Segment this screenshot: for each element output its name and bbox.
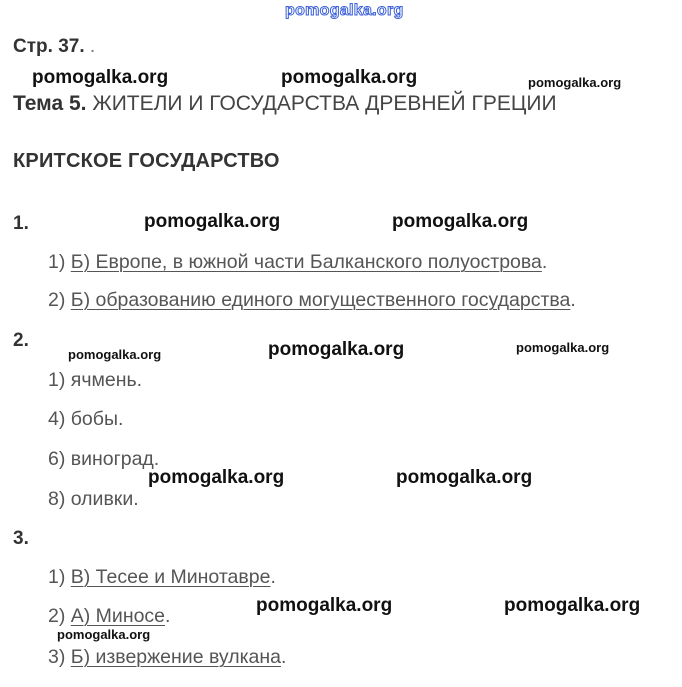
answer-text: Б) извержение вулкана (70, 646, 281, 668)
top-site-link[interactable]: pomogalka.org (285, 2, 404, 19)
answer-number: 1) (48, 566, 66, 588)
question-number: 3. (13, 528, 29, 549)
answer-text: Б) образованию единого могущественного государства (70, 289, 571, 311)
answer-line (48, 408, 123, 431)
question-number: 1. (13, 213, 29, 234)
watermark: pomogalka.org (392, 211, 529, 232)
answer-number: 4) (48, 408, 66, 430)
topic-heading (13, 92, 557, 116)
answer-text: А) Миносе (70, 605, 166, 627)
answer-text: оливки. (70, 488, 139, 510)
answer-end: . (165, 605, 171, 627)
answer-end: . (541, 251, 548, 273)
answer-end: . (281, 646, 287, 668)
page-number-text: Стр. 37. (13, 36, 85, 57)
topic-prefix: Тема 5. (13, 92, 87, 115)
answer-text: бобы. (70, 408, 124, 430)
answer-number: 2) (48, 289, 66, 311)
watermark: pomogalka.org (281, 67, 418, 88)
answer-line (48, 646, 286, 669)
answer-line (48, 605, 170, 628)
answer-line (48, 369, 142, 392)
page-number-dot: . (89, 36, 96, 57)
answer-end: . (270, 566, 276, 588)
answer-text: В) Тесее и Минотавре (70, 566, 271, 588)
watermark: pomogalka.org (256, 595, 393, 616)
watermark: pomogalka.org (57, 627, 151, 642)
answer-text: виноград. (70, 448, 160, 470)
answer-number: 6) (48, 448, 66, 470)
watermark: pomogalka.org (148, 467, 285, 488)
answer-number: 1) (48, 369, 66, 391)
topic-title: ЖИТЕЛИ И ГОСУДАРСТВА ДРЕВНЕЙ ГРЕЦИИ (92, 92, 557, 115)
answer-text: ячмень. (70, 369, 143, 391)
answer-number: 8) (48, 488, 66, 510)
watermark: pomogalka.org (504, 595, 641, 616)
page-number (13, 36, 95, 58)
answer-number: 3) (48, 646, 66, 668)
answer-end: . (570, 289, 576, 311)
watermark: pomogalka.org (268, 339, 405, 360)
question-number: 2. (13, 330, 29, 351)
answer-line (48, 289, 576, 312)
watermark: pomogalka.org (516, 340, 610, 355)
answer-number: 1) (48, 251, 66, 273)
answer-text: Б) Европе, в южной части Балканского полуострова (70, 251, 542, 273)
watermark: pomogalka.org (68, 347, 162, 362)
watermark: pomogalka.org (528, 75, 622, 90)
answer-line (48, 488, 139, 511)
section-title: КРИТСКОЕ ГОСУДАРСТВО (13, 150, 280, 172)
watermark: pomogalka.org (32, 67, 169, 88)
watermark: pomogalka.org (144, 211, 281, 232)
answer-line (48, 566, 276, 589)
watermark: pomogalka.org (396, 467, 533, 488)
answer-number: 2) (48, 605, 66, 627)
answer-line (48, 251, 547, 274)
answer-line (48, 448, 159, 471)
